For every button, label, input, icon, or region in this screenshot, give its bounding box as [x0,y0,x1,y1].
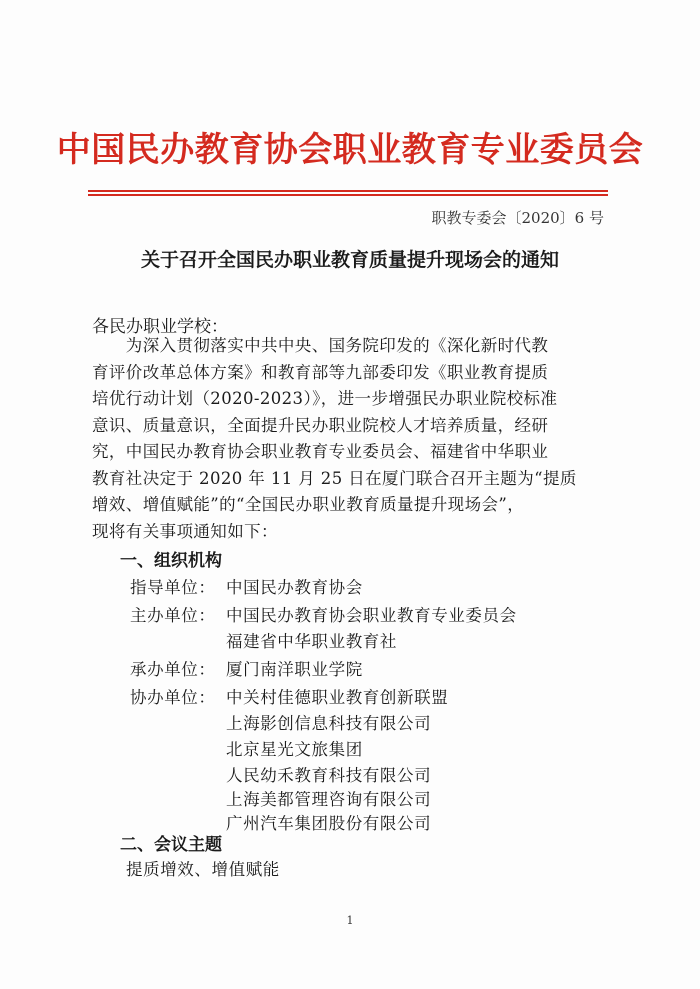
org-label: 协办单位： [130,688,216,707]
org-row-host [0,602,700,626]
org-value: 中国民办教育协会职业教育专业委员会 [226,606,517,625]
org-row-co-organizer-continued [0,786,700,810]
org-row-co-organizer [0,684,700,708]
org-row-co-organizer-continued [0,762,700,786]
org-value: 福建省中华职业教育社 [226,632,397,651]
org-row-guide [0,574,700,598]
paragraph-line: 意识、质量意识，全面提升民办职业院校人才培养质量，经研 [92,415,549,435]
document-number: 职教专委会〔2020〕6 号 [431,209,604,227]
theme-text: 提质增效、增值赋能 [126,860,280,879]
org-value: 上海美都管理咨询有限公司 [226,790,432,809]
paragraph-line: 育评价改革总体方案》和教育部等九部委印发《职业教育提质 [92,362,549,382]
document-title: 关于召开全国民办职业教育质量提升现场会的通知 [140,249,559,271]
org-row-organizer [0,656,700,680]
org-value: 厦门南洋职业学院 [226,660,363,679]
organization-header: 中国民办教育协会职业教育专业委员会 [56,130,644,170]
org-row-co-organizer-continued [0,736,700,760]
salutation: 各民办职业学校： [92,317,228,337]
org-label: 主办单位： [130,606,216,625]
org-value: 上海影创信息科技有限公司 [226,714,432,733]
org-row-co-organizer-continued [0,710,700,734]
section-heading-theme: 二、会议主题 [120,835,222,855]
header-divider-bottom [88,194,608,196]
paragraph-line: 培优行动计划（2020-2023）》，进一步增强民办职业院校标准 [92,389,558,408]
org-row-co-organizer-continued [0,810,700,834]
paragraph-line: 增效、增值赋能”的“全国民办职业教育质量提升现场会”， [92,495,525,514]
paragraph-line: 究，中国民办教育协会职业教育专业委员会、福建省中华职业 [92,442,549,461]
org-value: 中国民办教育协会 [226,578,363,597]
section-heading-organization: 一、组织机构 [120,551,222,571]
paragraph-line: 教育社决定于 2020 年 11 月 25 日在厦门联合召开主题为“提质 [92,468,577,488]
org-value: 中关村佳德职业教育创新联盟 [226,688,449,707]
org-value: 广州汽车集团股份有限公司 [226,814,432,833]
org-value: 北京星光文旅集团 [226,740,363,759]
page-number: 1 [346,914,354,927]
org-row-host-continued [0,628,700,652]
org-value: 人民幼禾教育科技有限公司 [226,766,432,785]
paragraph-line: 现将有关事项通知如下： [92,521,278,541]
header-divider-top [88,190,608,192]
org-label: 指导单位： [130,578,216,597]
paragraph-line: 为深入贯彻落实中共中央、国务院印发的《深化新时代教 [92,336,549,355]
org-label: 承办单位： [130,660,216,679]
